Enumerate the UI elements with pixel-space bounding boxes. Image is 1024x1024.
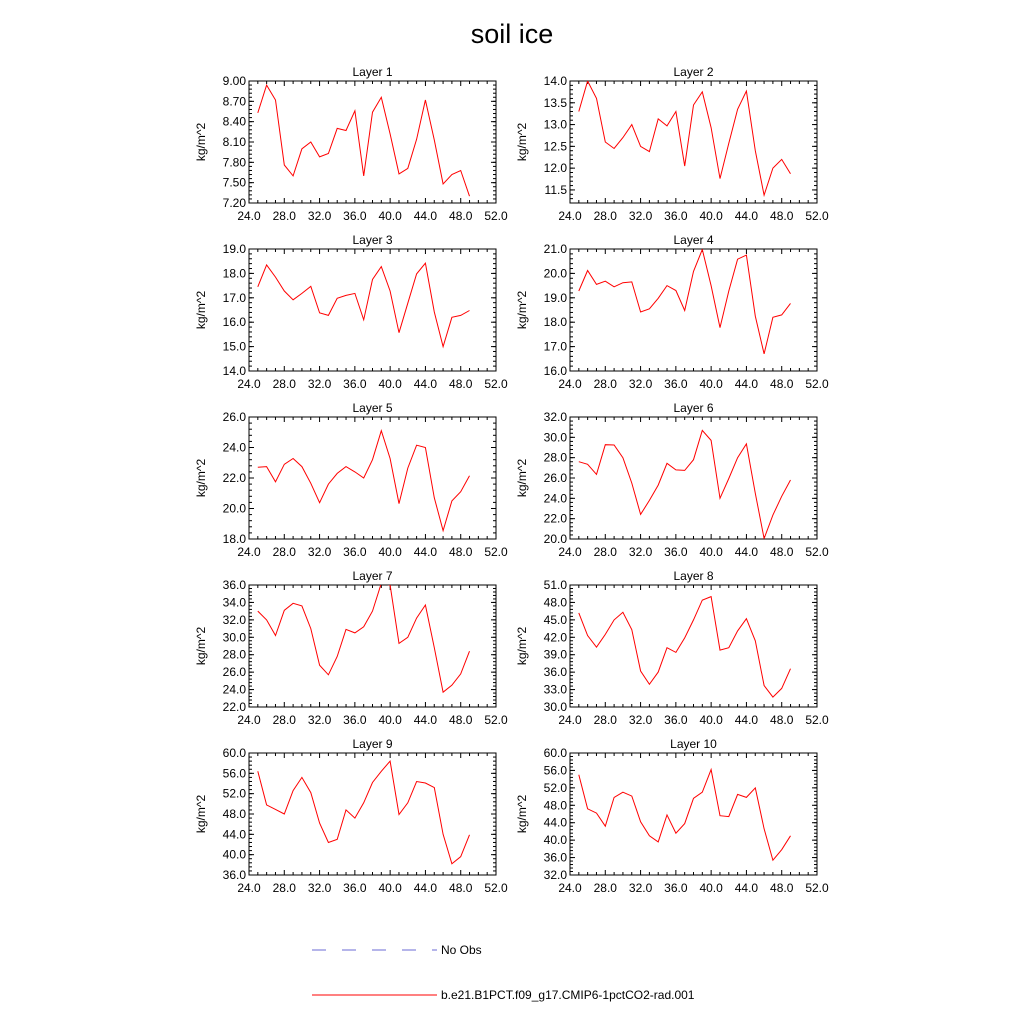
y-tick-label: 8.10 — [222, 135, 246, 149]
y-tick-label: 52.0 — [222, 786, 246, 801]
x-tick-label: 52.0 — [805, 881, 829, 895]
y-tick-label: 36.0 — [543, 850, 567, 865]
x-tick-label: 32.0 — [307, 209, 332, 223]
x-tick-label: 24.0 — [558, 713, 582, 727]
y-tick-label: 20.0 — [222, 501, 246, 516]
y-tick-label: 18.0 — [222, 266, 246, 281]
x-tick-label: 52.0 — [805, 545, 829, 559]
panel-title: Layer 9 — [352, 737, 393, 751]
x-tick-label: 52.0 — [484, 209, 508, 223]
x-tick-label: 44.0 — [413, 545, 438, 559]
x-tick-label: 36.0 — [664, 713, 688, 727]
y-tick-label: 8.70 — [222, 94, 246, 109]
x-tick-label: 28.0 — [593, 209, 617, 223]
y-tick-label: 44.0 — [222, 827, 246, 842]
x-tick-label: 52.0 — [484, 713, 508, 727]
x-tick-label: 40.0 — [378, 377, 402, 391]
x-tick-label: 28.0 — [272, 209, 296, 223]
y-tick-label: 21.0 — [543, 242, 567, 256]
y-tick-label: 12.5 — [543, 139, 567, 154]
y-tick-label: 60.0 — [543, 746, 567, 760]
x-tick-label: 24.0 — [558, 377, 582, 391]
x-tick-label: 40.0 — [699, 545, 723, 559]
y-tick-label: 56.0 — [543, 763, 567, 778]
x-tick-label: 52.0 — [805, 377, 829, 391]
panel-title: Layer 3 — [352, 233, 393, 247]
legend-no-obs-label: No Obs — [441, 943, 482, 957]
y-axis-label: kg/m^2 — [194, 626, 208, 666]
y-axis-label: kg/m^2 — [194, 794, 208, 834]
y-tick-label: 36.0 — [543, 665, 567, 680]
x-tick-label: 40.0 — [378, 713, 402, 727]
x-tick-label: 28.0 — [272, 545, 296, 559]
x-tick-label: 28.0 — [593, 881, 617, 895]
x-tick-label: 40.0 — [699, 209, 723, 223]
y-tick-label: 60.0 — [222, 746, 246, 760]
x-tick-label: 48.0 — [770, 881, 794, 895]
y-tick-label: 16.0 — [222, 315, 246, 330]
legend-model-label: b.e21.B1PCT.f09_g17.CMIP6-1pctCO2-rad.001 — [441, 988, 695, 1002]
x-tick-label: 36.0 — [664, 545, 688, 559]
x-tick-label: 48.0 — [770, 209, 794, 223]
y-tick-label: 20.0 — [543, 266, 567, 281]
y-tick-label: 7.80 — [222, 155, 246, 170]
y-axis-label: kg/m^2 — [515, 290, 529, 330]
y-tick-label: 44.0 — [543, 815, 567, 830]
y-axis-label: kg/m^2 — [194, 290, 208, 330]
x-tick-label: 52.0 — [484, 545, 508, 559]
panel-title: Layer 7 — [352, 569, 393, 583]
y-tick-label: 9.00 — [222, 74, 246, 88]
x-tick-label: 52.0 — [484, 377, 508, 391]
y-tick-label: 28.0 — [222, 647, 246, 662]
y-tick-label: 33.0 — [543, 682, 567, 697]
x-tick-label: 36.0 — [343, 881, 367, 895]
y-tick-label: 30.0 — [222, 630, 246, 645]
x-tick-label: 48.0 — [770, 377, 794, 391]
x-tick-label: 40.0 — [378, 209, 402, 223]
x-tick-label: 32.0 — [628, 881, 653, 895]
y-tick-label: 24.0 — [222, 682, 246, 697]
y-tick-label: 40.0 — [222, 847, 246, 862]
x-tick-label: 32.0 — [307, 377, 332, 391]
x-tick-label: 52.0 — [484, 881, 508, 895]
y-tick-label: 13.0 — [543, 117, 567, 132]
x-tick-label: 48.0 — [449, 881, 473, 895]
y-tick-label: 30.0 — [543, 430, 567, 445]
y-axis-label: kg/m^2 — [515, 122, 529, 162]
y-axis-label: kg/m^2 — [515, 794, 529, 834]
y-tick-label: 24.0 — [543, 491, 567, 506]
x-tick-label: 44.0 — [734, 713, 759, 727]
y-tick-label: 14.0 — [222, 364, 246, 378]
x-tick-label: 32.0 — [307, 881, 332, 895]
x-tick-label: 28.0 — [272, 377, 296, 391]
y-tick-label: 26.0 — [222, 665, 246, 680]
x-tick-label: 28.0 — [593, 377, 617, 391]
y-tick-label: 36.0 — [222, 578, 246, 592]
x-tick-label: 36.0 — [664, 881, 688, 895]
x-tick-label: 48.0 — [449, 713, 473, 727]
y-tick-label: 32.0 — [543, 868, 567, 882]
x-tick-label: 36.0 — [664, 377, 688, 391]
x-tick-label: 44.0 — [413, 713, 438, 727]
x-tick-label: 36.0 — [343, 545, 367, 559]
y-tick-label: 36.0 — [222, 868, 246, 882]
y-tick-label: 26.0 — [222, 410, 246, 424]
y-tick-label: 39.0 — [543, 647, 567, 662]
x-tick-label: 44.0 — [734, 545, 759, 559]
panel-title: Layer 4 — [673, 233, 714, 247]
y-axis-label: kg/m^2 — [194, 458, 208, 498]
y-axis-label: kg/m^2 — [194, 122, 208, 162]
y-tick-label: 48.0 — [543, 595, 567, 610]
y-tick-label: 18.0 — [543, 315, 567, 330]
panel-title: Layer 10 — [670, 737, 717, 751]
x-tick-label: 44.0 — [734, 377, 759, 391]
x-tick-label: 48.0 — [449, 209, 473, 223]
y-tick-label: 22.0 — [222, 471, 246, 485]
x-tick-label: 28.0 — [593, 545, 617, 559]
x-tick-label: 40.0 — [699, 377, 723, 391]
x-tick-label: 32.0 — [307, 545, 332, 559]
x-tick-label: 24.0 — [237, 713, 261, 727]
y-tick-label: 48.0 — [543, 798, 567, 813]
y-tick-label: 19.0 — [222, 242, 246, 256]
panel-title: Layer 2 — [673, 65, 714, 79]
y-tick-label: 19.0 — [543, 290, 567, 305]
x-tick-label: 24.0 — [237, 377, 261, 391]
panel-title: Layer 6 — [673, 401, 714, 415]
x-tick-label: 36.0 — [343, 209, 367, 223]
y-tick-label: 30.0 — [543, 700, 567, 714]
y-tick-label: 17.0 — [222, 290, 246, 305]
y-tick-label: 26.0 — [543, 471, 567, 485]
panel-title: Layer 1 — [352, 65, 393, 79]
x-tick-label: 32.0 — [628, 377, 653, 391]
y-axis-label: kg/m^2 — [515, 626, 529, 666]
x-tick-label: 52.0 — [805, 209, 829, 223]
x-tick-label: 24.0 — [237, 881, 261, 895]
y-tick-label: 16.0 — [543, 364, 567, 378]
x-tick-label: 32.0 — [307, 713, 332, 727]
y-tick-label: 22.0 — [543, 511, 567, 526]
y-axis-label: kg/m^2 — [515, 458, 529, 498]
x-tick-label: 44.0 — [413, 209, 438, 223]
x-tick-label: 48.0 — [449, 377, 473, 391]
y-tick-label: 40.0 — [543, 833, 567, 848]
x-tick-label: 36.0 — [343, 713, 367, 727]
y-tick-label: 14.0 — [543, 74, 567, 88]
x-tick-label: 28.0 — [272, 881, 296, 895]
y-tick-label: 28.0 — [543, 450, 567, 465]
x-tick-label: 48.0 — [449, 545, 473, 559]
x-tick-label: 48.0 — [770, 713, 794, 727]
y-tick-label: 7.20 — [222, 196, 246, 210]
y-tick-label: 24.0 — [222, 440, 246, 455]
y-tick-label: 52.0 — [543, 780, 567, 795]
x-tick-label: 40.0 — [378, 545, 402, 559]
y-tick-label: 7.50 — [222, 175, 246, 190]
x-tick-label: 40.0 — [378, 881, 402, 895]
x-tick-label: 24.0 — [558, 881, 582, 895]
panel-title: Layer 8 — [673, 569, 714, 583]
x-tick-label: 44.0 — [413, 881, 438, 895]
x-tick-label: 32.0 — [628, 545, 653, 559]
y-tick-label: 32.0 — [222, 612, 246, 627]
x-tick-label: 44.0 — [413, 377, 438, 391]
x-tick-label: 28.0 — [272, 713, 296, 727]
figure-title: soil ice — [470, 19, 554, 49]
x-tick-label: 24.0 — [237, 545, 261, 559]
y-tick-label: 20.0 — [543, 532, 567, 546]
y-tick-label: 45.0 — [543, 612, 567, 627]
y-tick-label: 48.0 — [222, 807, 246, 821]
x-tick-label: 32.0 — [628, 713, 653, 727]
y-tick-label: 56.0 — [222, 766, 246, 781]
y-tick-label: 51.0 — [543, 578, 567, 592]
x-tick-label: 32.0 — [628, 209, 653, 223]
x-tick-label: 24.0 — [558, 545, 582, 559]
x-tick-label: 24.0 — [237, 209, 261, 223]
y-tick-label: 12.0 — [543, 161, 567, 176]
x-tick-label: 44.0 — [734, 209, 759, 223]
y-tick-label: 15.0 — [222, 339, 246, 354]
x-tick-label: 48.0 — [770, 545, 794, 559]
y-tick-label: 22.0 — [222, 700, 246, 714]
y-tick-label: 34.0 — [222, 595, 246, 610]
x-tick-label: 28.0 — [593, 713, 617, 727]
y-tick-label: 13.5 — [543, 95, 567, 110]
y-tick-label: 32.0 — [543, 410, 567, 424]
y-tick-label: 42.0 — [543, 630, 567, 645]
x-tick-label: 36.0 — [343, 377, 367, 391]
y-tick-label: 18.0 — [222, 532, 246, 546]
panel-title: Layer 5 — [352, 401, 393, 415]
x-tick-label: 44.0 — [734, 881, 759, 895]
y-tick-label: 8.40 — [222, 114, 246, 129]
x-tick-label: 40.0 — [699, 881, 723, 895]
x-tick-label: 40.0 — [699, 713, 723, 727]
x-tick-label: 52.0 — [805, 713, 829, 727]
x-tick-label: 36.0 — [664, 209, 688, 223]
x-tick-label: 24.0 — [558, 209, 582, 223]
y-tick-label: 11.5 — [544, 182, 567, 197]
y-tick-label: 17.0 — [543, 339, 567, 354]
